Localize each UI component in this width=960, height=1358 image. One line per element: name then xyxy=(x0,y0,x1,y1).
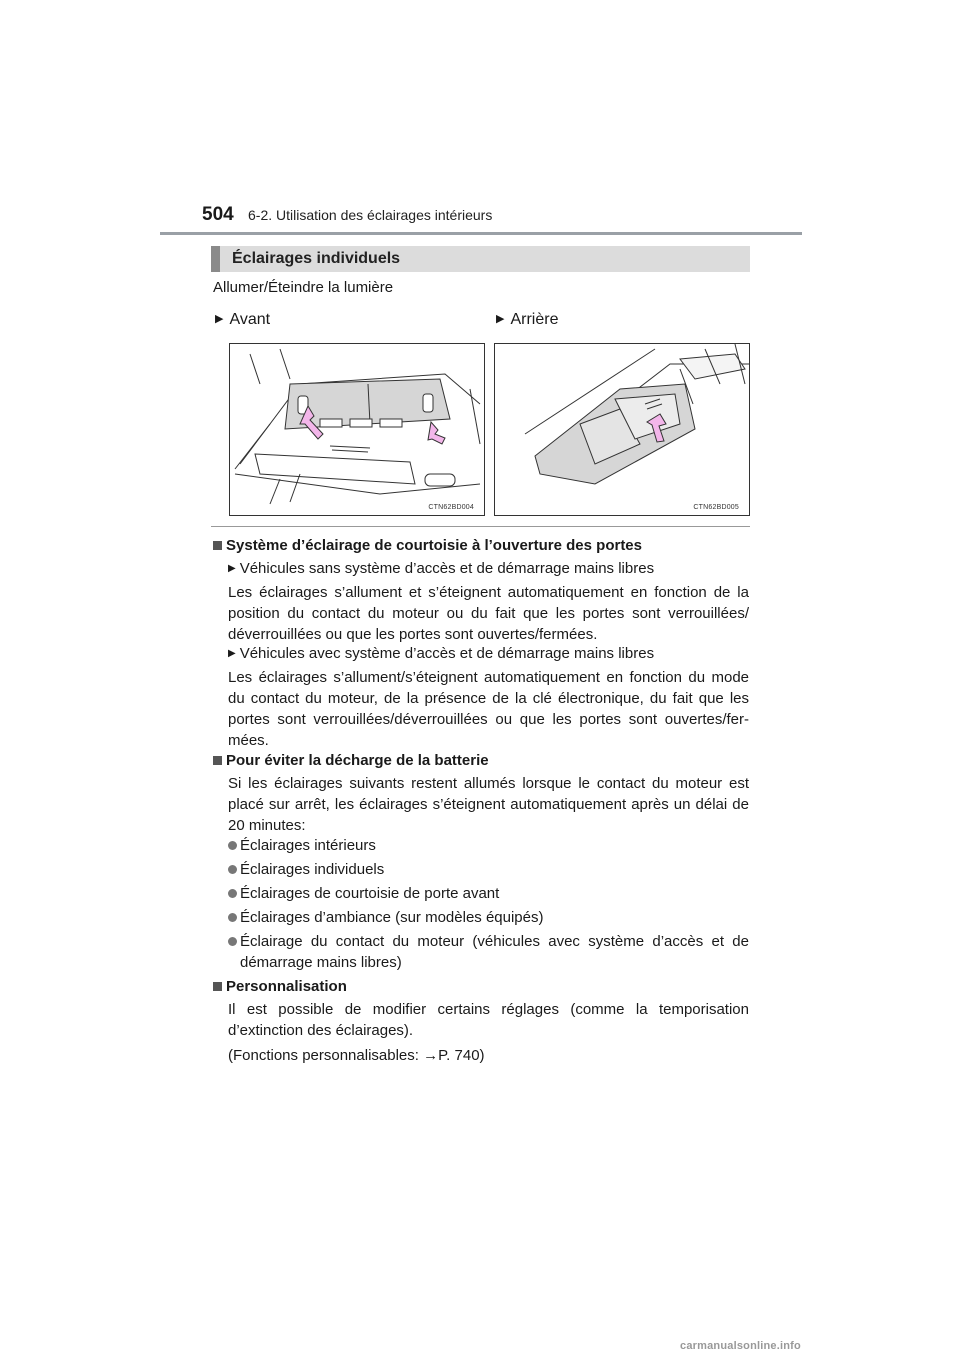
front-view-label: ▶ Avant xyxy=(215,311,271,328)
triangle-icon: ▶ xyxy=(228,563,236,574)
bullet-icon xyxy=(228,913,237,922)
battery-item: Éclairages d’ambiance (sur modèles équipés) xyxy=(228,907,749,928)
battery-item: Éclairages intérieurs xyxy=(228,835,749,856)
rear-view-label: ▶ Arrière xyxy=(496,311,559,328)
running-head: 6-2. Utilisation des éclairages intérieurs xyxy=(248,207,493,223)
figure-rule xyxy=(211,526,750,527)
personalisation-text: Il est possible de modifier certains réglages (comme la temporisation d’extinction des éclairages). xyxy=(228,1001,749,1039)
bullet-icon xyxy=(228,889,237,898)
square-bullet-icon xyxy=(213,541,222,550)
battery-heading: Pour éviter la décharge de la batterie xyxy=(213,750,749,771)
battery-item: Éclairages de courtoisie de porte avant xyxy=(228,883,749,904)
courtesy-case2-text: Les éclairages s’allument/s’éteignent automatiquement en fonction du mode du contact du moteur, de la présence de la clé électronique, du fait que les portes sont verrouillées/déverrouillées ou que les portes sont ouvertes/fer- mées. xyxy=(228,669,749,749)
courtesy-case1-label: ▶ Véhicules sans système d’accès et de démarrage mains libres xyxy=(228,560,655,577)
bullet-icon xyxy=(228,937,237,946)
battery-item: Éclairage du contact du moteur (véhicules avec système d’accès et de démarrage mains libres) xyxy=(228,931,749,952)
section-title-bar xyxy=(211,246,750,272)
triangle-icon: ▶ xyxy=(496,313,505,325)
page-number: 504 xyxy=(202,204,234,225)
footer-watermark: carmanualsonline.info xyxy=(680,1340,801,1352)
courtesy-heading: Système d’éclairage de courtoisie à l’ouverture des portes xyxy=(213,535,749,556)
rear-light-illustration xyxy=(495,344,749,515)
rear-light-figure xyxy=(494,343,750,516)
figure-code: CTN62BD005 xyxy=(693,504,739,511)
section-title: Éclairages individuels xyxy=(232,250,401,267)
battery-item: Éclairages individuels xyxy=(228,859,749,880)
battery-text: Si les éclairages suivants restent allumés lorsque le contact du moteur est placé sur arrêt, les éclairages s’éteignent automatiquement après un délai de 20 minutes: xyxy=(228,775,749,834)
square-bullet-icon xyxy=(213,982,222,991)
bullet-icon xyxy=(228,841,237,850)
front-light-figure xyxy=(229,343,485,516)
triangle-icon: ▶ xyxy=(228,648,236,659)
triangle-icon: ▶ xyxy=(215,313,224,325)
header-rule xyxy=(160,232,802,235)
section-intro: Allumer/Éteindre la lumière xyxy=(213,279,394,296)
courtesy-case2-label: ▶ Véhicules avec système d’accès et de démarrage mains libres xyxy=(228,645,655,662)
front-light-illustration xyxy=(230,344,484,515)
courtesy-case1-text: Les éclairages s’allument et s’éteignent automatiquement en fonction de la position du contact du moteur ou du fait que les portes sont verrouillées/ déverrouillées ou que les portes sont ouvertes/fermées. xyxy=(228,584,749,643)
square-bullet-icon xyxy=(213,756,222,765)
personalisation-heading: Personnalisation xyxy=(213,976,749,997)
personalisation-ref[interactable]: (Fonctions personnalisables: →P. 740) xyxy=(228,1047,485,1064)
bullet-icon xyxy=(228,865,237,874)
figure-code: CTN62BD004 xyxy=(428,504,474,511)
